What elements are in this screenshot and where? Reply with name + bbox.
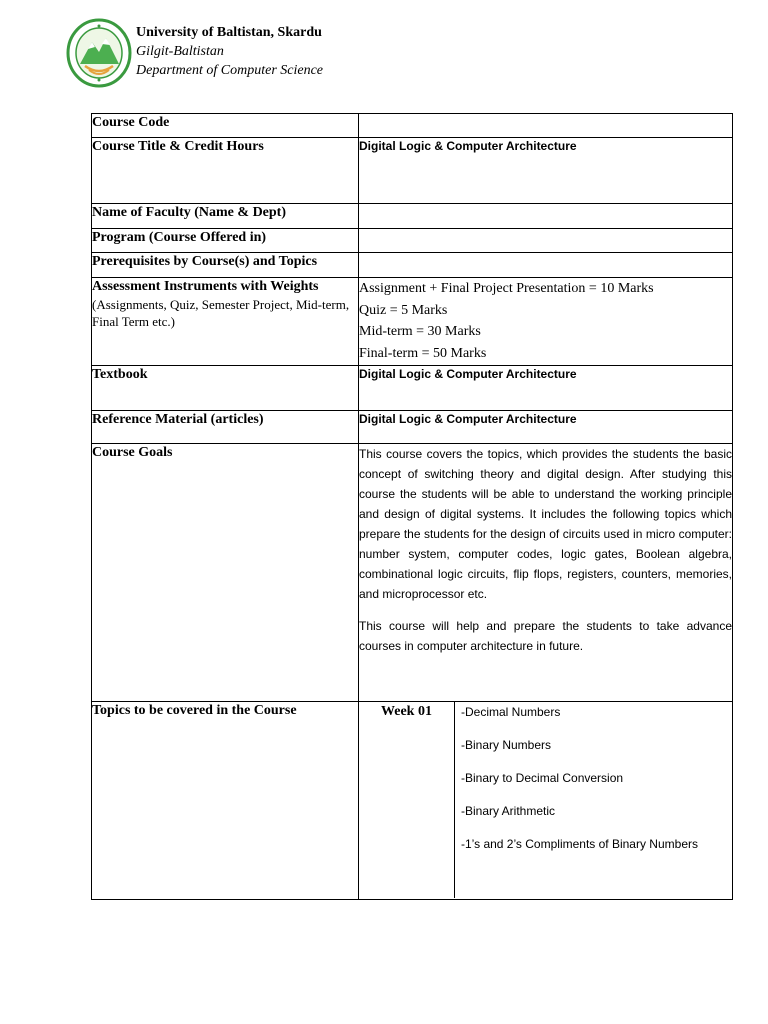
row-faculty (92, 204, 733, 229)
course-goals-text (359, 444, 733, 702)
row-assessment (92, 278, 733, 366)
program-value (359, 229, 733, 253)
assessment-item: Assignment + Final Project Presentation = 10 Marks (359, 281, 654, 296)
week-label: Week 01 (359, 702, 455, 898)
course-title-value: Digital Logic & Computer Architecture (359, 138, 733, 204)
prerequisites-value (359, 253, 733, 278)
row-textbook (92, 366, 733, 411)
topics-cell (359, 702, 733, 900)
textbook-value: Digital Logic & Computer Architecture (359, 366, 733, 411)
topic-item: -Binary Arithmetic (461, 804, 556, 818)
region-name: Gilgit-Baltistan (136, 44, 224, 59)
assessment-item: Quiz = 5 Marks (359, 302, 448, 318)
course-goals-label: Course Goals (92, 444, 359, 702)
assessment-label-cell (92, 278, 359, 366)
assessment-item: Mid-term = 30 Marks (359, 324, 481, 339)
assessment-weights (359, 278, 733, 366)
department-name: Department of Computer Science (136, 63, 324, 78)
faculty-label: Name of Faculty (Name & Dept) (92, 204, 359, 229)
row-topics (92, 702, 733, 900)
topic-item: -Binary to Decimal Conversion (461, 771, 624, 785)
faculty-value (359, 204, 733, 229)
row-course-code (92, 114, 733, 138)
row-course-goals (92, 444, 733, 702)
prerequisites-label: Prerequisites by Course(s) and Topics (92, 253, 359, 278)
topic-item: -1’s and 2’s Compliments of Binary Numbers (461, 837, 698, 851)
topics-label: Topics to be covered in the Course (92, 702, 359, 900)
assessment-label: Assessment Instruments with Weights (92, 279, 319, 294)
reference-value: Digital Logic & Computer Architecture (359, 411, 733, 444)
topic-list (455, 702, 698, 898)
assessment-sublabel: (Assignments, Quiz, Semester Project, Mid-term, Final Term etc.) (92, 297, 350, 329)
course-code-label: Course Code (92, 114, 359, 138)
university-logo-icon (66, 18, 132, 88)
textbook-label: Textbook (92, 366, 359, 411)
topic-item: -Decimal Numbers (461, 705, 561, 719)
row-program (92, 229, 733, 253)
document-header (66, 18, 366, 90)
goals-paragraph: This course will help and prepare the students to take advance courses in computer architecture in future. (359, 619, 732, 653)
program-label: Program (Course Offered in) (92, 229, 359, 253)
course-title-label: Course Title & Credit Hours (92, 138, 359, 204)
reference-label: Reference Material (articles) (92, 411, 359, 444)
assessment-item: Final-term = 50 Marks (359, 345, 487, 361)
university-name: University of Baltistan, Skardu (136, 25, 322, 40)
course-outline-table (91, 113, 733, 900)
row-reference (92, 411, 733, 444)
row-course-title (92, 138, 733, 204)
goals-paragraph: This course covers the topics, which provides the students the basic concept of switching theory and digital design. After studying this course the students will be able to understand the working principle and design of digital systems. It includes the following topics which prepare the students for the design of circuits used in micro computer: number system, computer codes, logic gates, Boolean algebra, combinational logic circuits, flip flops, registers, counters, memories, and microprocessor etc. (359, 447, 732, 601)
row-prerequisites (92, 253, 733, 278)
topic-item: -Binary Numbers (461, 738, 552, 752)
course-code-value (359, 114, 733, 138)
